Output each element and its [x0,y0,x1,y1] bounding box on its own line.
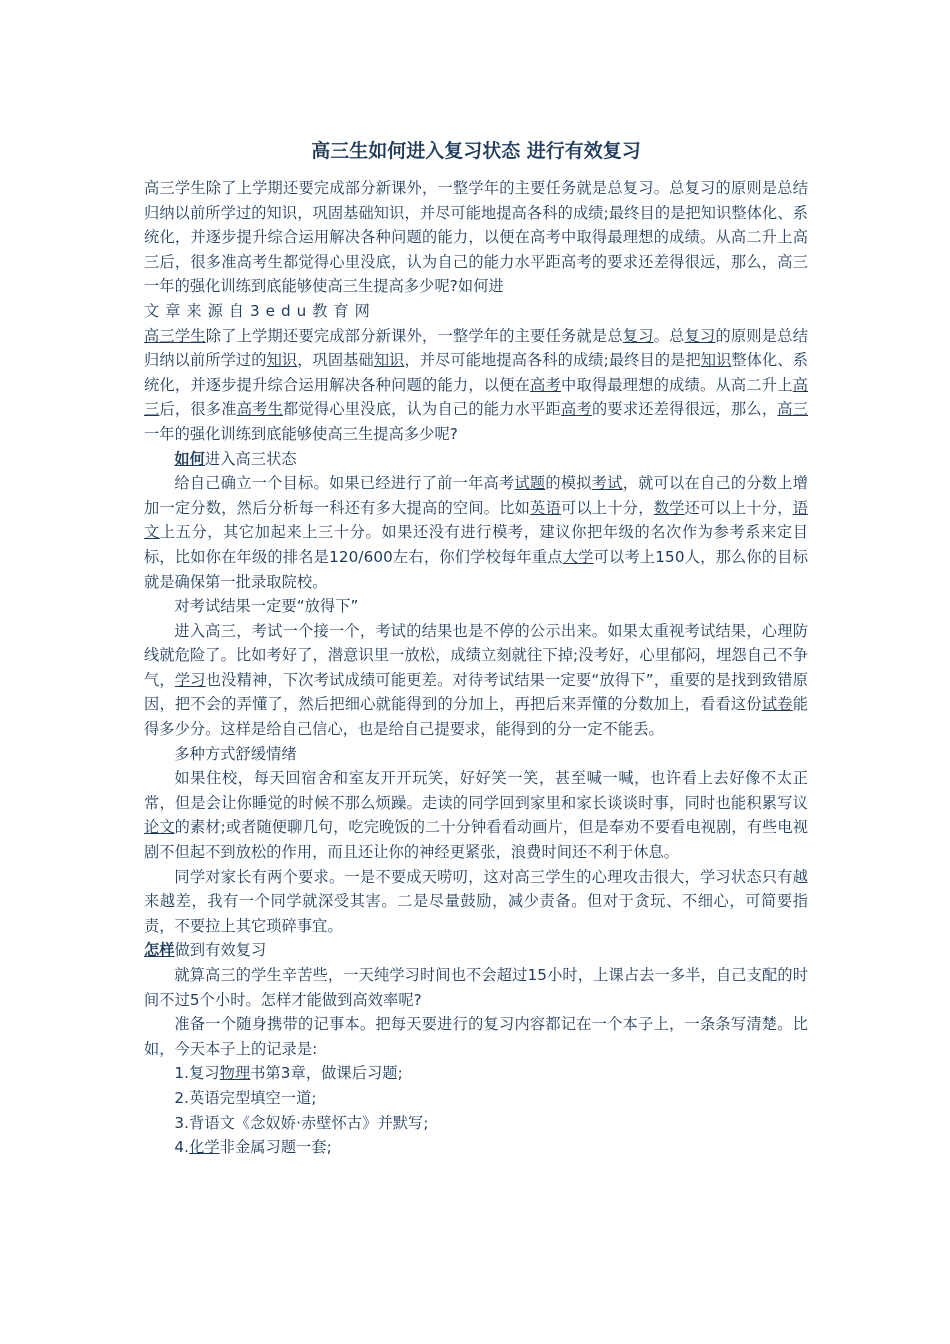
text-run: 如果住校，每天回宿舍和室友开开玩笑，好好笑一笑，甚至喊一喊，也许看上去好像不太正常，但是会让你睡觉的时候不那么烦躁。走读的同学回到家里和家长谈谈时事，同时也能积累写议 [144,769,808,812]
list-item: 3.背语文《念奴娇·赤壁怀古》并默写; [174,1113,429,1132]
inline-link[interactable]: 高考生 [236,400,284,419]
text-run: 给自己确立一个目标。如果已经进行了前一年高考 [174,474,515,493]
inline-link[interactable]: 试题 [514,474,546,493]
heading-link-how-to[interactable]: 怎样 [144,941,175,960]
inline-link[interactable]: 试卷 [761,695,793,714]
heading-rest: 做到有效复习 [174,941,267,960]
heading-rest: 进入高三状态 [204,449,297,468]
list-item-text: 非金属习题一套; [219,1138,332,1157]
text-run: 中取得最理想的成绩。从高二升上 [561,375,793,394]
inline-link[interactable]: 论文 [144,818,175,837]
article-body [144,136,808,1160]
article-title: 高三生如何进入复习状态 进行有效复习 [311,140,641,162]
inline-link[interactable]: 大学 [562,547,594,566]
inline-link[interactable]: 复习 [622,326,654,345]
text-run: 的要求还差得很远，那么， [591,400,778,419]
inline-link[interactable]: 知识 [266,351,298,370]
inline-link[interactable]: 高三 [144,375,809,419]
inline-link[interactable]: 语文 [144,498,808,542]
inline-link[interactable]: 高三 [777,400,809,419]
paragraph-2 [144,324,808,447]
text-run: ，并尽可能地提高各科的成绩;最终目的是把 [404,351,701,370]
text-run: 的素材;或者随便聊几句，吃完晚饭的二十分钟看看动画片，但是奉劝不要看电视剧，有些电视剧不但起不到放松的作用，而且还让你的神经更紧张，浪费时间还不利于休息。 [144,818,808,862]
paragraph-8: 准备一个随身携带的记事本。把每天要进行的复习内容都记在一个本子上，一条条写清楚。比如，今天本子上的记录是: [144,1015,808,1058]
inline-link[interactable]: 知识 [373,351,405,370]
source-line: 文章来源自3edu教育网 [144,301,376,320]
paragraph-7: 就算高三的学生辛苦些，一天纯学习时间也不会超过15小时，上课占去一多半，自己支配的时间不过5个小时。怎样才能做到高效率呢? [144,966,808,1009]
inline-link[interactable]: 英语 [530,498,562,517]
list-item-text: 书第3章，做课后习题; [250,1064,403,1083]
text-run: 一年的强化训练到底能够使高三生提高多少呢? [144,424,458,443]
text-run: 整体化、系统化，并逐步提升综合运用解决各种问题的能力，以便在 [144,351,808,394]
text-run: ，巩固基础 [297,351,374,370]
paragraph-3 [144,471,808,594]
inline-link[interactable]: 高考 [561,400,592,419]
text-run: 后，很多准 [159,400,237,419]
heading-exam-results: 对考试结果一定要“放得下” [174,597,359,616]
text-run: 可以上十分， [561,498,654,517]
list-item-text: 4. [174,1138,190,1157]
heading-effective-review [144,938,808,963]
inline-link[interactable]: 数学 [653,498,685,517]
text-run: 可以考上150人，那么你的目标就是确保第一批录取院校。 [144,547,808,591]
paragraph-5 [144,766,808,864]
inline-link[interactable]: 考试 [591,474,623,493]
text-run: 也没精神，下次考试成绩可能更差。对待考试结果一定要“放得下”，重要的是找到致错原因，把不会的弄懂了，然后把细心就能得到的分加上，再把后来弄懂的分数加上，看看这份 [144,670,808,714]
heading-link-how[interactable]: 如何 [174,449,205,468]
inline-link[interactable]: 高考 [530,375,562,394]
link-physics[interactable]: 物理 [219,1064,251,1083]
inline-link[interactable]: 知识 [700,351,732,370]
text-run: 还可以上十分， [684,498,793,517]
text-run: ，就可以在自己的分数上增加一定分数，然后分析每一科还有多大提高的空间。比如 [144,474,809,517]
text-run: 的原则是总结归纳以前所学过的 [144,326,808,370]
list-item-text: 1.复习 [174,1064,220,1083]
heading-how-enter-state [144,447,808,472]
text-run: 进入高三，考试一个接一个，考试的结果也是不停的公示出来。如果太重视考试结果，心理防线就危险了。比如考好了，潜意识里一放松，成绩立刻就往下掉;没考好，心里郁闷，埋怨自己不争气， [144,621,808,689]
inline-link[interactable]: 学习 [174,670,206,689]
paragraph-4 [144,619,808,742]
list-item: 2.英语完型填空一道; [174,1088,317,1107]
intro-paragraph: 高三学生除了上学期还要完成部分新课外，一整学年的主要任务就是总复习。总复习的原则是总结归纳以前所学过的知识，巩固基础知识，并尽可能地提高各科的成绩;最终目的是把知识整体化、系统化，并逐步提升综合运用解决各种问题的能力，以便在高考中取得最理想的成绩。从高二升上高三后，很多准高考生都觉得心里没底，认为自己的能力水平距高考的要求还差得很远，那么，高三一年的强化训练到底能够使高三生提高多少呢?如何进 [144,179,808,296]
inline-link[interactable]: 高三学生 [144,326,206,345]
text-run: 除了上学期还要完成部分新课外，一整学年的主要任务就是总 [205,326,623,345]
text-run: 能得多少分。这样是给自己信心，也是给自己提要求，能得到的分一定不能丢。 [144,695,809,739]
list-item [144,1061,808,1086]
text-run: 。总 [653,326,685,345]
link-chemistry[interactable]: 化学 [189,1138,220,1157]
list-item [144,1135,808,1160]
text-run: 上五分，其它加起来上三十分。如果还没有进行模考，建议你把年级的名次作为参考系来定目标，比如你在年级的排名是120/600左右，你们学校每年重点 [144,523,808,566]
paragraph-6: 同学对家长有两个要求。一是不要成天唠叨，这对高三学生的心理攻击很大，学习状态只有越来越差，我有一个同学就深受其害。二是尽量鼓励，减少责备。但对于贪玩、不细心，可简要指责，不要拉上其它琐碎事宜。 [144,867,808,935]
inline-link[interactable]: 复习 [684,326,716,345]
text-run: 的模拟 [545,474,592,493]
heading-relieve-emotions: 多种方式舒缓情绪 [174,744,297,763]
text-run: 都觉得心里没底，认为自己的能力水平距 [283,400,562,419]
